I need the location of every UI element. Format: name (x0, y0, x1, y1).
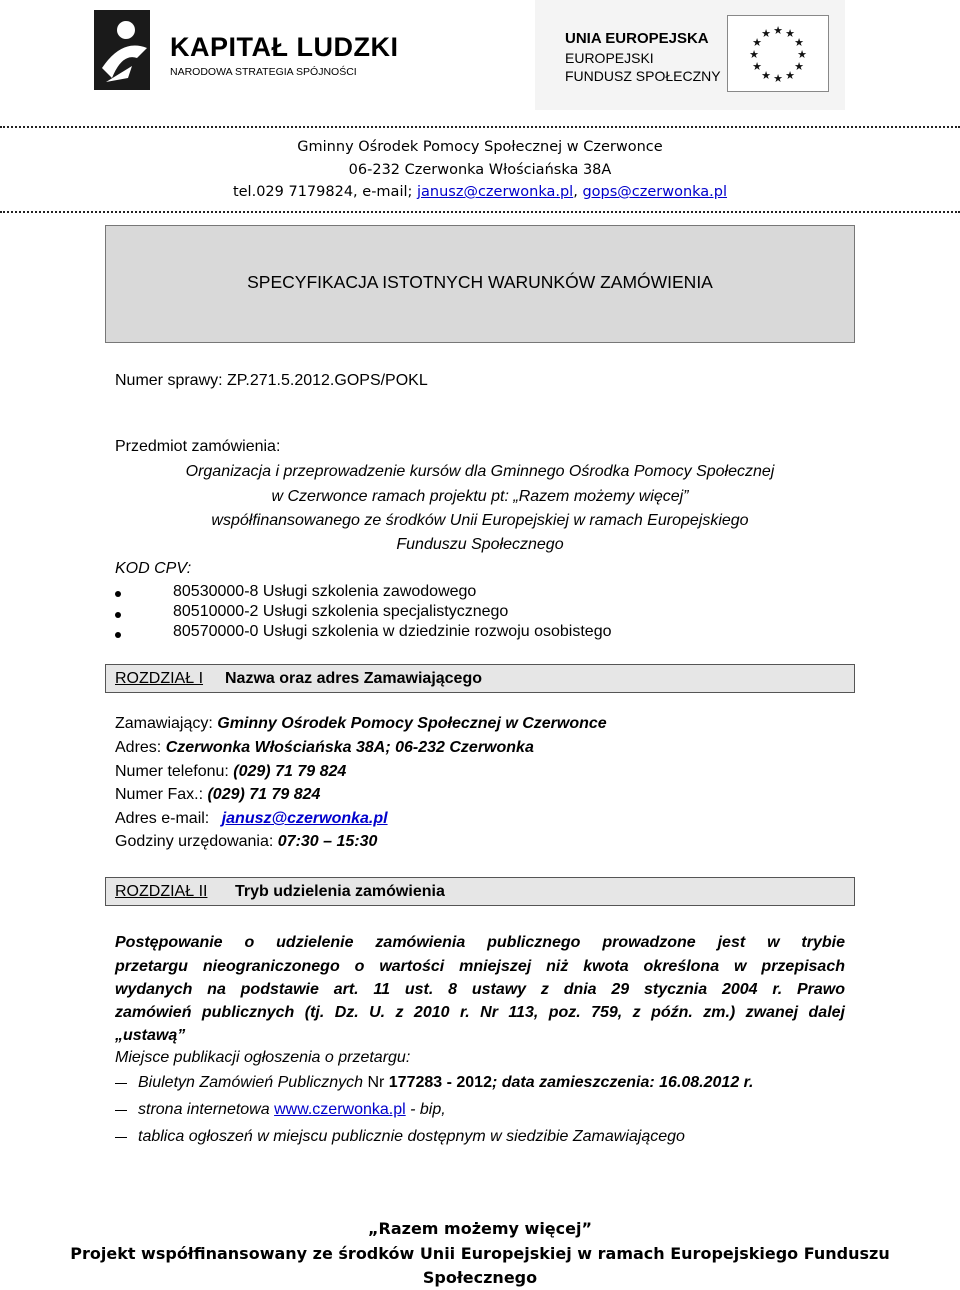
contact-prefix: tel.029 7179824, e-mail; (232, 184, 417, 200)
dash-bullet-icon (115, 1110, 127, 1111)
publication-item-board: tablica ogłoszeń w miejscu publicznie dostępnym w siedzibie Zamawiającego (138, 1128, 685, 1145)
cpv-item-1: 80530000-8 Usługi szkolenia zawodowego (173, 583, 477, 600)
chapter-1-header (105, 664, 855, 693)
svg-text:★: ★ (794, 61, 804, 73)
subject-line-3: współfinansowanego ze środków Unii Europejskiej w ramach Europejskiego (211, 512, 749, 529)
svg-text:★: ★ (785, 28, 795, 40)
kapital-ludzki-emblem-icon (92, 8, 162, 96)
kapital-ludzki-title: KAPITAŁ LUDZKI (170, 32, 399, 62)
bzp-nr: Nr (367, 1074, 389, 1091)
kapital-ludzki-subtitle: NARODOWA STRATEGIA SPÓJNOŚCI (170, 66, 357, 78)
svg-text:★: ★ (773, 73, 783, 85)
footer-line-2: Projekt współfinansowany ze środków Unii Europejskiej w ramach Europejskiego Funduszu (70, 1244, 890, 1263)
chapter-1-title: Nazwa oraz adres Zamawiającego (225, 670, 482, 687)
chapter-2-number: ROZDZIAŁ II (115, 883, 208, 900)
bzp-label: Biuletyn Zamówień Publicznych (138, 1074, 368, 1091)
field-label: Numer Fax.: (115, 786, 208, 803)
org-contact (0, 184, 960, 200)
publication-label: Miejsce publikacji ogłoszenia o przetargu: (115, 1049, 411, 1066)
bullet-icon (115, 591, 121, 597)
subject-line-2: w Czerwonce ramach projektu pt: „Razem możemy więcej” (271, 488, 689, 505)
subject-line-4: Funduszu Społecznego (396, 536, 564, 553)
cpv-label: KOD CPV: (115, 560, 192, 577)
field-label: Adres: (115, 739, 166, 756)
email-link-gops[interactable]: gops@czerwonka.pl (582, 184, 728, 200)
website-suffix: - bip, (405, 1101, 446, 1118)
svg-text:★: ★ (749, 49, 759, 61)
field-value: Czerwonka Włościańska 38A; 06-232 Czerwonka (165, 739, 534, 756)
svg-text:★: ★ (797, 49, 807, 61)
publication-item-website (138, 1101, 446, 1119)
publication-item-bzp (138, 1074, 753, 1092)
case-number: Numer sprawy: ZP.271.5.2012.GOPS/POKL (115, 372, 428, 389)
footer-line-3: Społecznego (422, 1268, 538, 1287)
svg-text:★: ★ (761, 70, 771, 82)
procedure-para-line-1: Postępowanie o udzielenie zamówienia publicznego prowadzone jest w trybie (115, 934, 845, 951)
bullet-icon (115, 612, 121, 618)
org-address: 06-232 Czerwonka Włościańska 38A (348, 162, 612, 178)
header-separator-bottom (0, 211, 960, 213)
subject-line-1: Organizacja i przeprowadzenie kursów dla Gminnego Ośrodka Pomocy Społecznej (185, 463, 775, 480)
eu-efs-logo (535, 0, 845, 110)
field-label: Adres e-mail: (115, 810, 214, 827)
kapital-ludzki-logo (92, 8, 399, 98)
header-separator-top (0, 126, 960, 128)
field-label: Zamawiający: (115, 715, 218, 732)
document-title-box (105, 225, 855, 343)
svg-text:★: ★ (761, 28, 771, 40)
field-phone (115, 763, 346, 781)
procedure-para-line-5: „ustawą” (115, 1027, 186, 1044)
field-label: Godziny urzędowania: (115, 833, 278, 850)
svg-text:★: ★ (752, 37, 762, 49)
dash-bullet-icon (115, 1083, 127, 1084)
svg-text:★: ★ (773, 25, 783, 37)
email-link[interactable]: janusz@czerwonka.pl (221, 810, 388, 827)
document-title: SPECYFIKACJA ISTOTNYCH WARUNKÓW ZAMÓWIENIA (247, 272, 713, 292)
field-value: Gminny Ośrodek Pomocy Społecznej w Czerwonce (217, 715, 607, 732)
bzp-number: 177283 - 2012 (388, 1074, 492, 1091)
eu-stars-flag-icon (727, 15, 829, 92)
org-name: Gminny Ośrodek Pomocy Społecznej w Czerwonce (297, 139, 663, 155)
chapter-2-title: Tryb udzielenia zamówienia (235, 883, 445, 900)
procedure-para-line-4: zamówień publicznych (tj. Dz. U. z 2010 r. Nr 113, poz. 759, z późn. zm.) zwanej dalej (115, 1004, 845, 1021)
field-value: (029) 71 79 824 (233, 763, 347, 780)
eu-logo-line1: UNIA EUROPEJSKA (565, 30, 709, 47)
footer-slogan: „Razem możemy więcej” (368, 1219, 592, 1238)
field-ordering-party (115, 715, 607, 733)
eu-logo-line3: FUNDUSZ SPOŁECZNY (565, 68, 721, 84)
field-address (115, 739, 534, 757)
cpv-item-2: 80510000-2 Usługi szkolenia specjalistycznego (173, 603, 509, 620)
procedure-para-line-2: przetargu nieograniczonego o wartości mniejszej niż kwota określona w przepisach (115, 958, 845, 975)
svg-text:★: ★ (794, 37, 804, 49)
contact-separator: , (573, 184, 583, 200)
eu-logo-line2: EUROPEJSKI (565, 50, 654, 66)
field-label: Numer telefonu: (115, 763, 234, 780)
field-value: 07:30 – 15:30 (277, 833, 378, 850)
field-value: (029) 71 79 824 (207, 786, 321, 803)
procedure-para-line-3: wydanych na podstawie art. 11 ust. 8 ustawy z dnia 29 stycznia 2004 r. Prawo (115, 981, 845, 998)
email-link-janusz[interactable]: janusz@czerwonka.pl (417, 184, 574, 200)
cpv-item-3: 80570000-0 Usługi szkolenia w dziedzinie rozwoju osobistego (173, 623, 612, 640)
field-email (115, 810, 388, 828)
website-link[interactable]: www.czerwonka.pl (274, 1101, 406, 1118)
bzp-date: ; data zamieszczenia: 16.08.2012 r. (491, 1074, 754, 1091)
chapter-1-number: ROZDZIAŁ I (115, 670, 204, 687)
svg-text:★: ★ (752, 61, 762, 73)
chapter-2-header (105, 877, 855, 906)
field-office-hours (115, 833, 377, 851)
svg-text:★: ★ (785, 70, 795, 82)
subject-label: Przedmiot zamówienia: (115, 438, 281, 455)
bullet-icon (115, 632, 121, 638)
dash-bullet-icon (115, 1137, 127, 1138)
website-label: strona internetowa (138, 1101, 275, 1118)
field-fax (115, 786, 320, 804)
